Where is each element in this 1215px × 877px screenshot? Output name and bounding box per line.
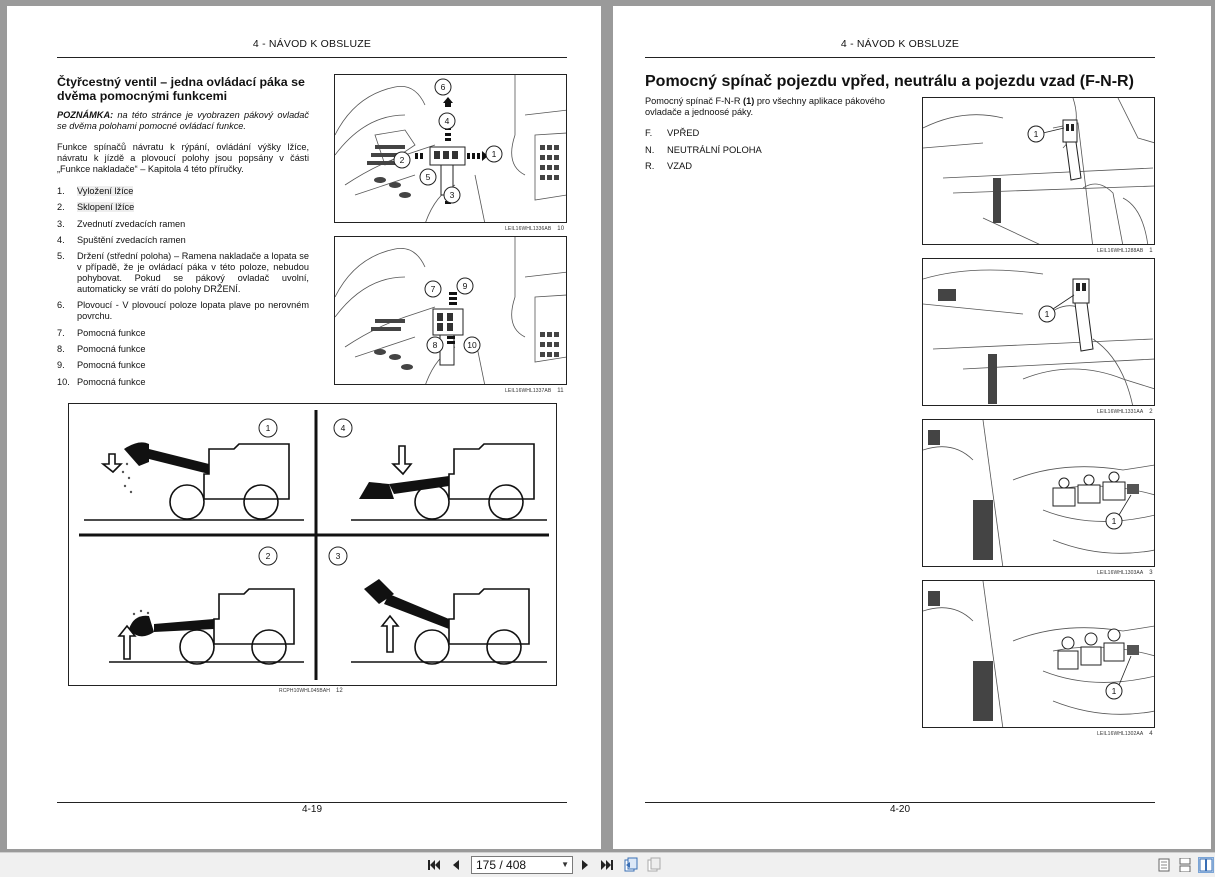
figure-caption <box>1097 409 1153 415</box>
page-header: 4 - NÁVOD K OBSLUZE <box>252 38 372 50</box>
last-page-icon[interactable] <box>599 857 615 873</box>
figure-10-joystick <box>334 74 567 223</box>
item-number: 1. <box>57 186 65 196</box>
figure-3-fnr <box>922 419 1155 567</box>
callout: 3 <box>449 190 455 200</box>
callout: 6 <box>440 82 446 92</box>
callout: 4 <box>340 423 346 433</box>
function-list <box>57 186 309 393</box>
figure-1-fnr <box>922 97 1155 245</box>
callout: 1 <box>491 149 497 159</box>
figure-12-loader-functions <box>68 403 557 686</box>
footer-rule <box>57 802 567 803</box>
fnr-illustration <box>923 420 1155 567</box>
list-item <box>57 186 309 197</box>
figure-number: 11 <box>557 388 564 394</box>
callout: 1 <box>265 423 271 433</box>
item-text: VPŘED <box>667 127 700 138</box>
callout: 7 <box>430 284 436 294</box>
list-item <box>57 251 309 295</box>
callout: 1 <box>1111 516 1117 526</box>
footer-rule <box>645 802 1155 803</box>
figure-caption <box>505 226 564 232</box>
list-item <box>57 328 309 339</box>
item-key: R. <box>645 160 655 171</box>
list-item <box>645 127 762 144</box>
list-item <box>57 360 309 371</box>
callout: 1 <box>1033 129 1039 139</box>
fnr-illustration <box>923 259 1155 406</box>
callout: 10 <box>467 340 477 350</box>
joystick-illustration <box>335 75 567 223</box>
callout: 9 <box>462 281 468 291</box>
two-page-icon[interactable] <box>1198 857 1214 873</box>
figure-number: 10 <box>557 226 565 232</box>
item-number: 8. <box>57 344 65 355</box>
viewer-toolbar <box>0 852 1215 877</box>
item-text: Pomocná funkce <box>77 376 146 387</box>
list-item <box>57 202 309 213</box>
fnr-list <box>645 127 762 177</box>
callout: 4 <box>444 116 450 126</box>
fnr-illustration <box>923 98 1155 245</box>
page-header: 4 - NÁVOD K OBSLUZE <box>840 38 960 50</box>
figure-code: LEIL16WHL1288AB <box>1097 248 1144 254</box>
callout: 3 <box>335 551 341 561</box>
joystick-illustration <box>335 237 567 385</box>
continuous-icon[interactable] <box>1177 857 1193 873</box>
figure-caption <box>505 388 564 394</box>
header-rule <box>645 57 1155 58</box>
item-key: F. <box>645 127 653 138</box>
left-page <box>7 6 601 849</box>
figure-number: 1 <box>1149 248 1153 254</box>
item-key: N. <box>645 143 655 155</box>
fnr-illustration <box>923 581 1155 728</box>
list-item <box>57 344 309 355</box>
right-page <box>613 6 1211 849</box>
item-number: 4. <box>57 234 65 245</box>
callout: 5 <box>425 172 431 182</box>
figure-2-fnr <box>922 258 1155 406</box>
page-number: 4-19 <box>301 804 322 815</box>
figure-4-fnr <box>922 580 1155 728</box>
item-number: 10. <box>57 376 70 387</box>
item-text: Pomocná funkce <box>77 360 146 371</box>
list-item <box>57 300 309 322</box>
list-item <box>57 377 309 388</box>
prev-page-icon[interactable] <box>448 857 464 873</box>
figure-code: RCPH10WHL045BAH <box>279 688 330 694</box>
figure-code: LEIL16WHL1302AA <box>1097 731 1144 737</box>
callout: 2 <box>399 155 405 165</box>
item-text: Vyložení lžíce <box>77 186 134 196</box>
section-title: Pomocný spínač pojezdu vpřed, neutrálu a pojezdu vzad (F-N-R) <box>645 73 1134 90</box>
figure-code: LEIL16WHL1331AA <box>1097 409 1144 415</box>
para-text: pro všechny aplikace pákového ovladače a jednoosé páky. <box>645 96 886 117</box>
figure-number: 3 <box>1149 570 1153 576</box>
go-forward-icon[interactable] <box>646 857 662 873</box>
figure-code: LEIL16WHL1303AA <box>1097 570 1144 576</box>
figure-number: 12 <box>335 688 343 694</box>
figure-caption <box>279 688 343 694</box>
callout: 1 <box>1044 309 1050 319</box>
list-item <box>57 219 309 230</box>
figure-code: LEIL16WHL1337AB <box>505 388 552 394</box>
figure-caption <box>1097 248 1153 254</box>
figure-11-joystick <box>334 236 567 385</box>
section-title-line2: dvěma pomocnými funkcemi <box>57 89 228 103</box>
item-text: Zvednutí zvedacích ramen <box>77 218 186 229</box>
header-rule <box>57 57 567 58</box>
first-page-icon[interactable] <box>426 857 442 873</box>
description-paragraph <box>645 96 897 118</box>
item-text: VZAD <box>667 160 693 171</box>
item-number: 2. <box>57 202 65 213</box>
item-text: NEUTRÁLNÍ POLOHA <box>667 143 762 155</box>
chevron-down-icon[interactable]: ▼ <box>561 860 569 869</box>
list-item <box>645 144 762 161</box>
next-page-icon[interactable] <box>577 857 593 873</box>
page-indicator: 175 / 408 <box>476 858 527 872</box>
single-page-icon[interactable] <box>1156 857 1172 873</box>
figure-caption <box>1097 731 1153 737</box>
callout: 2 <box>265 551 271 561</box>
item-text: Sklopení lžíce <box>77 202 135 213</box>
note-text: na této stránce je vyobrazen pákový ovladač se dvěma polohami pomocné ovládací funkce. <box>57 110 309 131</box>
figure-caption <box>1097 570 1153 576</box>
loader-illustration <box>69 404 557 686</box>
item-number: 7. <box>57 327 65 338</box>
figure-number: 2 <box>1149 409 1153 415</box>
figure-number: 4 <box>1149 731 1153 737</box>
list-item <box>645 160 762 177</box>
description-paragraph: Funkce spínačů návratu k rýpání, ovládání výšky lžíce, návratu k jízdě a plovoucí polohy jsou popsány v části „Funkce nakladače“ – Kapitola 4 této příručky. <box>57 142 309 174</box>
note <box>57 110 309 132</box>
item-text: Spuštění zvedacích ramen <box>77 234 186 245</box>
item-number: 5. <box>57 251 65 262</box>
para-bold: (1) <box>743 96 755 106</box>
page-number: 4-20 <box>889 804 910 815</box>
callout: 8 <box>432 340 438 350</box>
item-text: Pomocná funkce <box>77 327 146 338</box>
item-text: Pomocná funkce <box>77 344 146 355</box>
note-label: POZNÁMKA: <box>57 110 114 120</box>
page-number-input[interactable] <box>471 856 573 874</box>
item-number: 3. <box>57 218 65 229</box>
item-number: 6. <box>57 300 65 311</box>
callout: 1 <box>1111 686 1117 696</box>
para-text: Pomocný spínač F-N-R <box>645 96 744 106</box>
go-back-icon[interactable] <box>623 857 639 873</box>
list-item <box>57 235 309 246</box>
item-text: Plovoucí - V plovoucí poloze lopata plave po nerovném povrchu. <box>77 300 309 322</box>
item-number: 9. <box>57 360 65 371</box>
section-title <box>57 75 312 103</box>
section-title-line1: Čtyřcestný ventil – jedna ovládací páka se <box>57 75 305 89</box>
figure-code: LEIL16WHL1336AB <box>505 226 552 232</box>
item-text: Držení (střední poloha) – Ramena nakladače a lopata se v případě, že je ovládací páka v této poloze, nebudou pohybovat. Pokud se pákový ovladač uvolní, automaticky se vrátí do polohy DRŽENÍ. <box>77 251 309 295</box>
